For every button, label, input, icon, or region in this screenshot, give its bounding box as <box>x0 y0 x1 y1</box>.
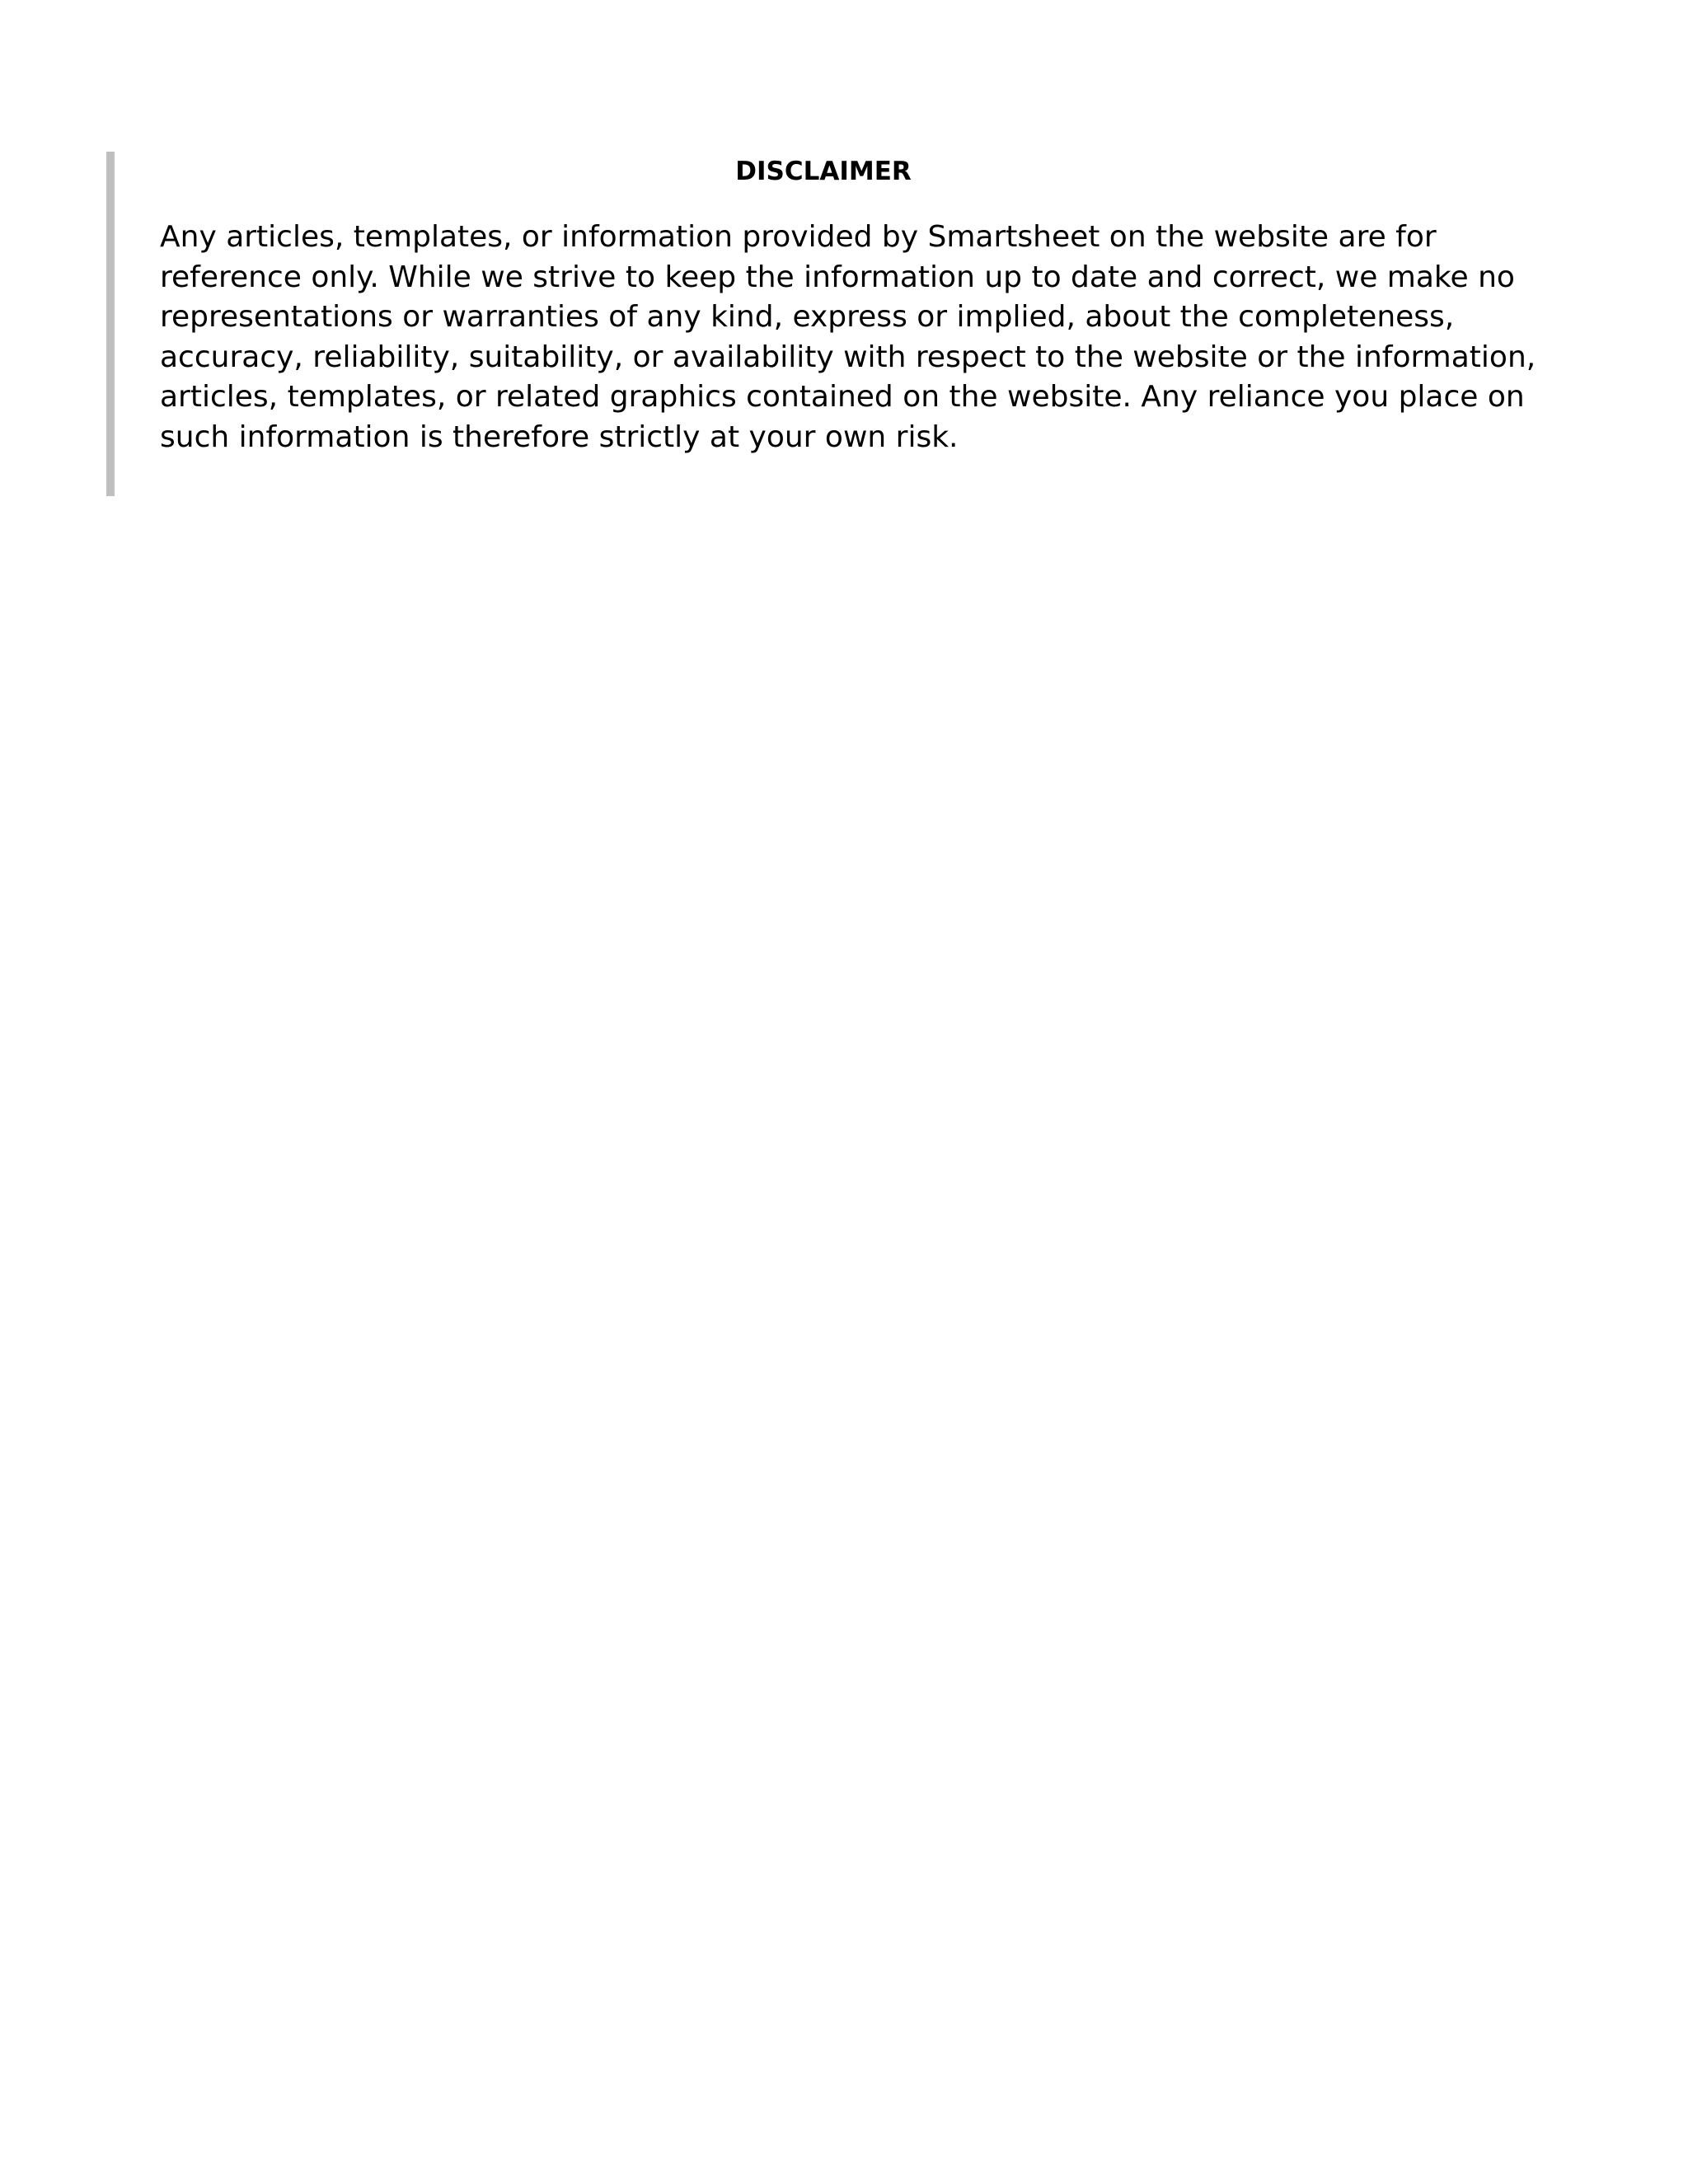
disclaimer-body: Any articles, templates, or information provided by Smartsheet on the website are for reference only. While we strive to keep the information up to date and correct, we make no representations or warranties of any kind, express or implied, about the completeness, accuracy, reliability, suitability, or availability with respect to the website or the information, articles, templates, or related graphics contained on the website. Any reliance you place on such information is therefore strictly at your own risk. <box>160 220 1536 454</box>
disclaimer-title: DISCLAIMER <box>735 157 912 186</box>
disclaimer-callout <box>106 152 1536 496</box>
